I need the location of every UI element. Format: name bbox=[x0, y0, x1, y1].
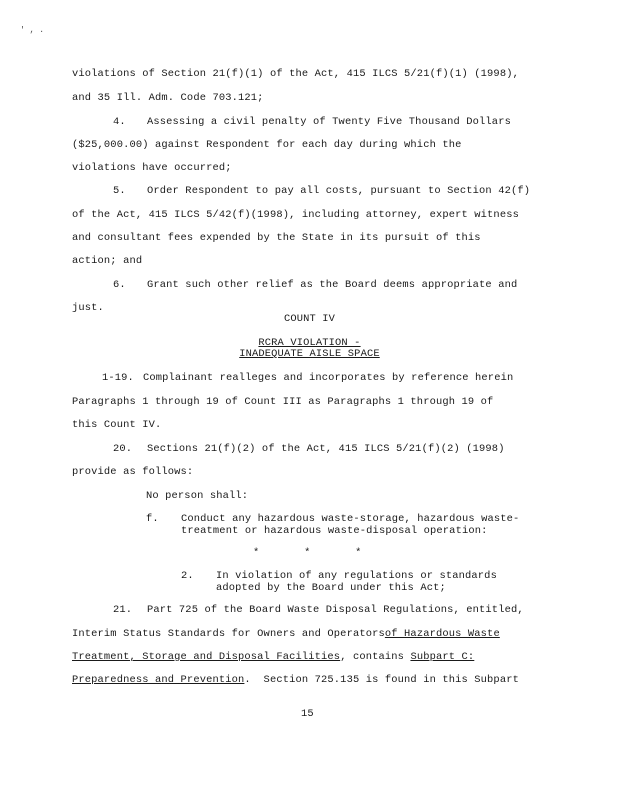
text-line: Grant such other relief as the Board deems appropriate and bbox=[147, 279, 518, 291]
text-line bbox=[72, 674, 519, 686]
section-subheading: INADEQUATE AISLE SPACE bbox=[239, 348, 380, 360]
text-line: violations have occurred; bbox=[72, 162, 232, 174]
list-number: 4. bbox=[113, 116, 126, 128]
text-line: just. bbox=[72, 302, 104, 314]
text-line: Order Respondent to pay all costs, pursuant to Section 42(f) bbox=[147, 185, 531, 197]
text-line: action; and bbox=[72, 255, 143, 267]
text-line: Part 725 of the Board Waste Disposal Regulations, entitled, bbox=[147, 604, 524, 616]
text-line: and consultant fees expended by the State in its pursuit of this bbox=[72, 232, 481, 244]
block-quote-line: Conduct any hazardous waste-storage, hazardous waste- bbox=[181, 513, 520, 525]
text-line: Paragraphs 1 through 19 of Count III as Paragraphs 1 through 19 of bbox=[72, 396, 494, 408]
ellipsis-asterisks: * * * bbox=[253, 547, 362, 559]
underlined-title: Treatment, Storage and Disposal Facilities bbox=[72, 651, 341, 663]
text-line: Assessing a civil penalty of Twenty Five Thousand Dollars bbox=[147, 116, 511, 128]
block-quote-line: In violation of any regulations or standards bbox=[216, 570, 497, 582]
underlined-title: of Hazardous Waste bbox=[384, 628, 500, 640]
text-line bbox=[72, 628, 500, 640]
text-line: violations of Section 21(f)(1) of the Act, 415 ILCS 5/21(f)(1) (1998), bbox=[72, 68, 519, 80]
text-line: of the Act, 415 ILCS 5/42(f)(1998), including attorney, expert witness bbox=[72, 209, 519, 221]
page-number: 15 bbox=[301, 708, 314, 720]
section-subheading: RCRA VIOLATION - bbox=[258, 337, 361, 349]
block-quote-line: No person shall: bbox=[146, 490, 249, 502]
list-number: 21. bbox=[113, 604, 133, 616]
scan-corner-marks: ' , . bbox=[20, 26, 45, 35]
list-number: 5. bbox=[113, 185, 126, 197]
text-line: this Count IV. bbox=[72, 419, 162, 431]
underlined-title: Subpart C: bbox=[410, 651, 475, 663]
text-line: provide as follows: bbox=[72, 466, 194, 478]
block-quote-line: treatment or hazardous waste-disposal operation: bbox=[181, 525, 488, 537]
list-number: 6. bbox=[113, 279, 126, 291]
text-run: . Section 725.135 is found in this Subpart bbox=[244, 674, 519, 686]
list-number: 2. bbox=[181, 570, 194, 582]
text-run: , contains bbox=[340, 651, 411, 663]
text-line bbox=[72, 651, 474, 663]
underlined-title: Preparedness and Prevention bbox=[72, 674, 245, 686]
list-number: 1-19. bbox=[102, 372, 134, 384]
count-heading: COUNT IV bbox=[283, 313, 336, 325]
text-line: ($25,000.00) against Respondent for each day during which the bbox=[72, 139, 462, 151]
list-number: f. bbox=[146, 513, 159, 525]
text-line: and 35 Ill. Adm. Code 703.121; bbox=[72, 92, 264, 104]
text-line: Sections 21(f)(2) of the Act, 415 ILCS 5/21(f)(2) (1998) bbox=[147, 443, 505, 455]
text-run: Interim Status Standards for Owners and Operators bbox=[72, 628, 385, 640]
list-number: 20. bbox=[113, 443, 133, 455]
text-line: Complainant realleges and incorporates by reference herein bbox=[143, 372, 514, 384]
block-quote-line: adopted by the Board under this Act; bbox=[216, 582, 446, 594]
